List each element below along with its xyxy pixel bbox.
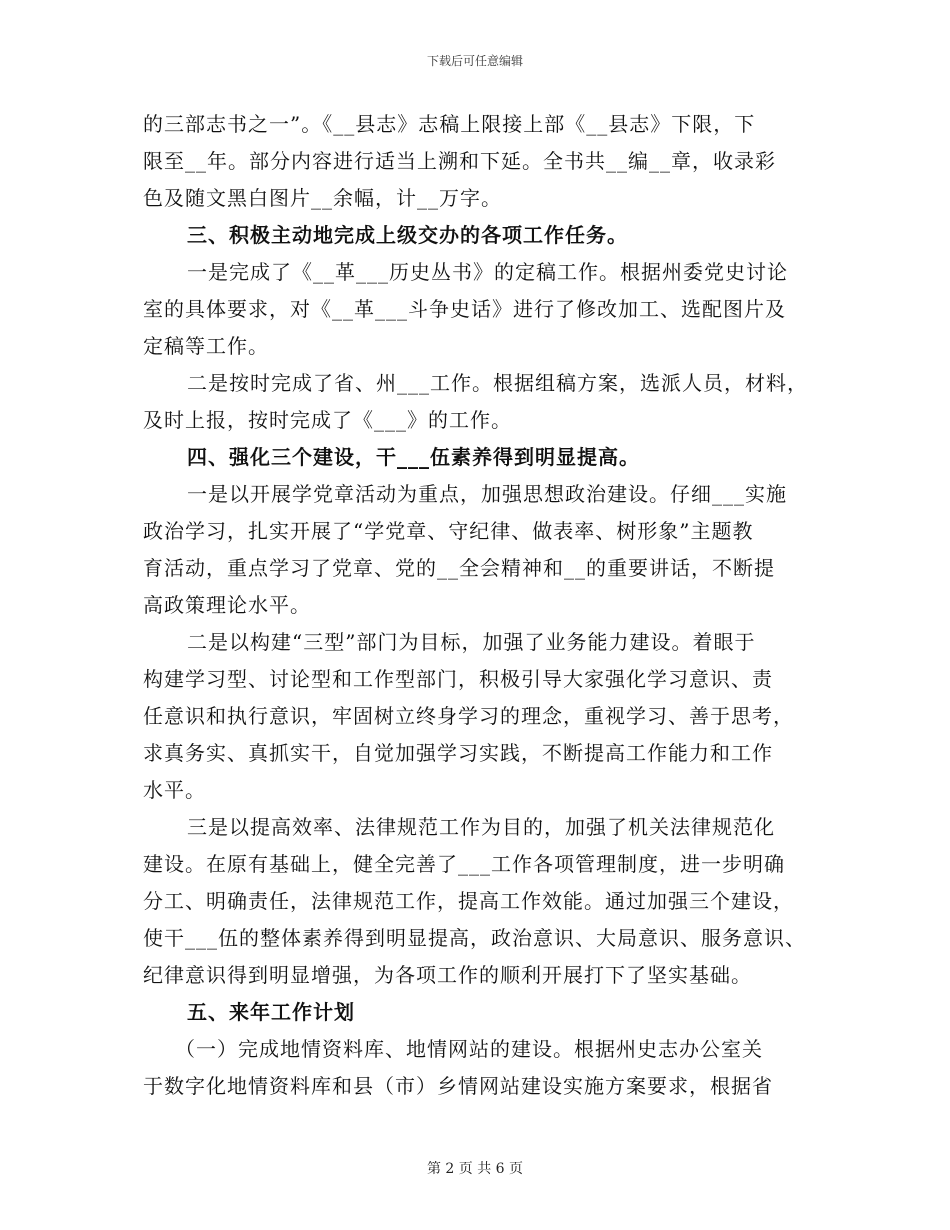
body-line: 及时上报，按时完成了《___》的工作。 [143,408,512,432]
header-note: 下载后可任意编辑 [426,54,523,68]
body-line: 色及随文黑白图片__余幅，计__万字。 [143,186,502,210]
body-line: 构建学习型、讨论型和工作型部门，积极引导大家强化学习意识、责 [143,667,773,691]
paragraph-start: 一是以开展学党章活动为重点，加强思想政治建设。仔细___实施 [187,482,787,506]
body-line: 政治学习，扎实开展了“学党章、守纪律、做表率、树形象”主题教 [143,519,754,543]
paragraph-start: 二是以构建“三型”部门为目标，加强了业务能力建设。着眼于 [187,630,756,654]
body-line: 于数字化地情资料库和县（市）乡情网站建设实施方案要求，根据省 [143,1074,773,1098]
page-number: 第 2 页 共 6 页 [426,1161,524,1177]
section-heading-5: 五、来年工作计划 [187,1000,355,1024]
body-line: 定稿等工作。 [143,334,269,358]
body-line: 求真务实、真抓实干，自觉加强学习实践，不断提高工作能力和工作 [143,741,773,765]
body-line: 任意识和执行意识，牢固树立终身学习的理念，重视学习、善于思考， [143,704,794,728]
body-line: 水平。 [143,778,206,802]
paragraph-start: （一）完成地情资料库、地情网站的建设。根据州史志办公室关 [175,1037,763,1061]
section-heading-4: 四、强化三个建设，干___伍素养得到明显提高。 [187,445,640,469]
body-line: 室的具体要求，对《__革___斗争史话》进行了修改加工、选配图片及 [143,297,786,321]
body-line: 纪律意识得到明显增强，为各项工作的顺利开展打下了坚实基础。 [143,963,752,987]
paragraph-start: 三是以提高效率、法律规范工作为目的，加强了机关法律规范化 [187,815,775,839]
body-line: 限至__年。部分内容进行适当上溯和下延。全书共__编__章，收录彩 [143,149,776,173]
body-line: 使干___伍的整体素养得到明显提高，政治意识、大局意识、服务意识、 [143,926,806,950]
document-body [143,106,823,1105]
body-line: 育活动，重点学习了党章、党的__全会精神和__的重要讲话，不断提 [143,556,775,580]
body-line: 的三部志书之一”。《__县志》志稿上限接上部《__县志》下限，下 [143,112,756,136]
body-line: 高政策理论水平。 [143,593,311,617]
paragraph-start: 一是完成了《__革___历史丛书》的定稿工作。根据州委党史讨论 [187,260,788,284]
section-heading-3: 三、积极主动地完成上级交办的各项工作任务。 [187,223,628,247]
body-line: 分工、明确责任，法律规范工作，提高工作效能。通过加强三个建设， [143,889,794,913]
body-line: 建设。在原有基础上，健全完善了___工作各项管理制度，进一步明确 [143,852,785,876]
paragraph-start: 二是按时完成了省、州___工作。根据组稿方案，选派人员，材料， [187,371,808,395]
